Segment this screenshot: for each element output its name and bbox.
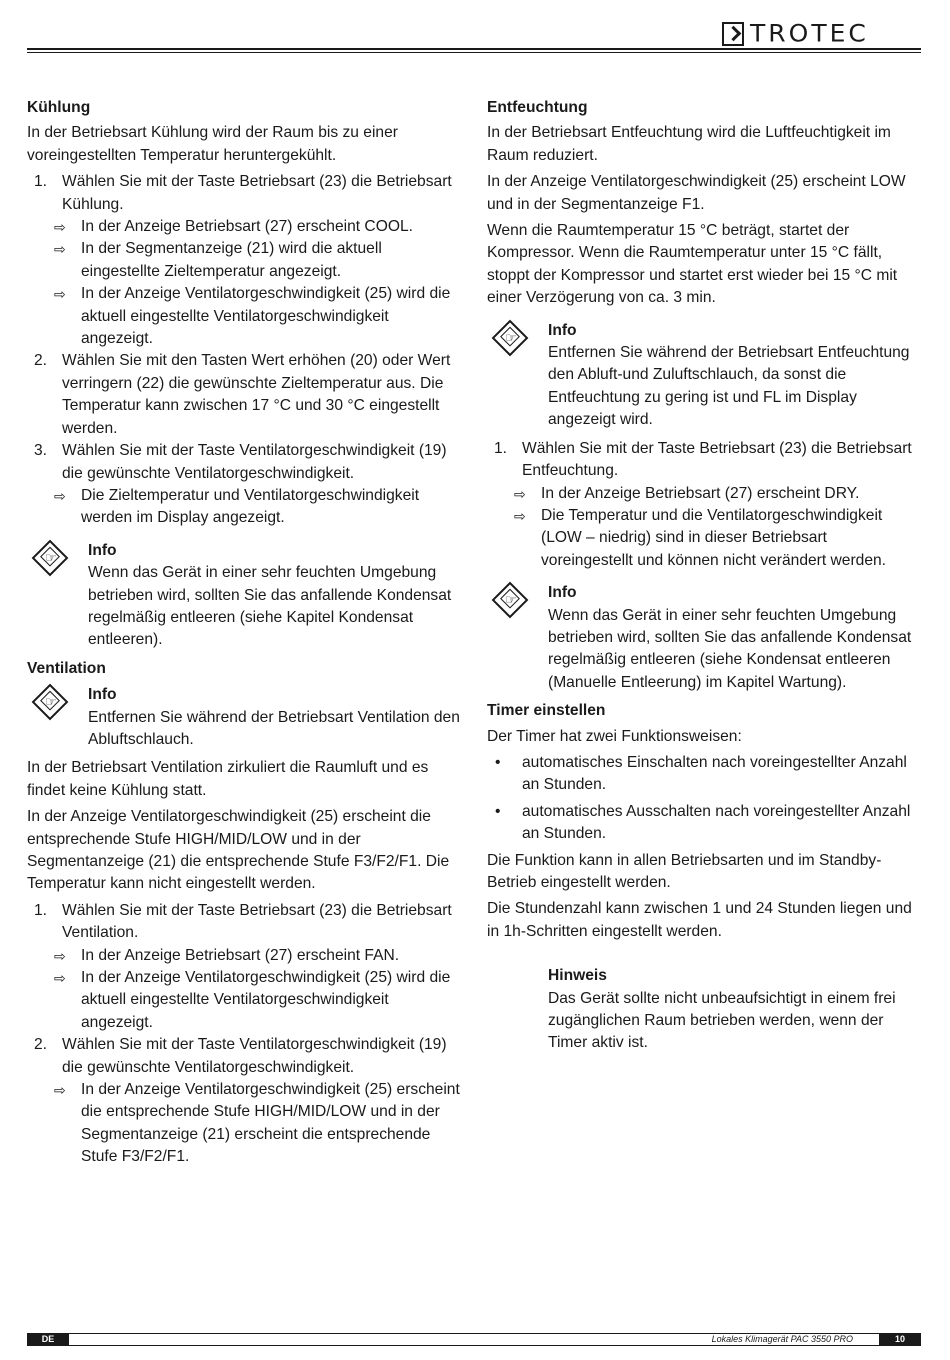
- step-number: 2.: [34, 352, 48, 370]
- result-text: In der Segmentanzeige (21) wird die aktuell eingestellte Zieltemperatur angezeigt.: [81, 240, 382, 280]
- step-number: 2.: [34, 1036, 48, 1054]
- result-text: In der Anzeige Ventilatorgeschwindigkeit (25) wird die aktuell eingestellte Ventilatorgeschwindigkeit angezeigt.: [81, 969, 451, 1031]
- step-text: Wählen Sie mit der Taste Betriebsart (23) die Betriebsart Kühlung.: [62, 173, 452, 213]
- info-box: [487, 582, 923, 694]
- info-hand-icon: ☞: [27, 684, 88, 724]
- section-title-ventilation: Ventilation: [27, 659, 106, 677]
- result-text: Die Zieltemperatur und Ventilatorgeschwindigkeit werden im Display angezeigt.: [81, 486, 420, 527]
- arrow-right-icon: ⇨: [54, 487, 66, 504]
- paragraph: Die Funktion kann in allen Betriebsarten und im Standby-Betrieb eingestellt werden.: [487, 851, 882, 891]
- logo-chevron-icon: [722, 22, 744, 46]
- arrow-right-icon: ⇨: [514, 507, 526, 524]
- bullet-item: [487, 801, 923, 846]
- result-item: [27, 283, 463, 350]
- brand-name: TROTEC: [750, 19, 869, 48]
- step-text: Wählen Sie mit der Taste Betriebsart (23) die Betriebsart Ventilation.: [62, 901, 452, 942]
- result-text: In der Anzeige Ventilatorgeschwindigkeit (25) erscheint die entsprechende Stufe HIGH/MID/LOW und in der Segmentanzeige (21) erscheint die entsprechende Stufe F3/F2/F1.: [81, 1081, 460, 1166]
- step-item: [27, 440, 463, 485]
- footer-page-number: 10: [879, 1333, 921, 1346]
- arrow-right-icon: ⇨: [54, 1082, 66, 1099]
- info-title: Info: [88, 541, 117, 559]
- left-column: [27, 97, 463, 1169]
- result-item: [487, 483, 923, 505]
- result-text: Die Temperatur und die Ventilatorgeschwindigkeit (LOW – niedrig) sind in dieser Betriebsart voreingestellt und können nicht verändert werden.: [541, 506, 887, 569]
- info-text: Wenn das Gerät in einer sehr feuchten Umgebung betrieben wird, sollten Sie das anfallende Kondensat regelmäßig entleeren (siehe Kondensat entleeren (Manuelle Entleerung) im Kapitel Wartung).: [548, 606, 912, 691]
- footer-language: DE: [27, 1333, 69, 1346]
- paragraph: Die Stundenzahl kann zwischen 1 und 24 Stunden liegen und in 1h-Schritten eingestellt werden.: [487, 900, 912, 940]
- bullet-dot: •: [495, 753, 501, 771]
- result-item: [27, 216, 463, 238]
- info-title: Info: [548, 321, 577, 339]
- bullet-item: [487, 752, 923, 797]
- header-rule-thin: [27, 52, 921, 53]
- brand-logo: [722, 20, 869, 48]
- info-box: [27, 684, 463, 751]
- step-number: 1.: [34, 173, 48, 191]
- hinweis-text: Das Gerät sollte nicht unbeaufsichtigt in einem frei zugänglichen Raum betrieben werden, wenn der Timer aktiv ist.: [548, 989, 896, 1052]
- result-text: In der Anzeige Betriebsart (27) erscheint DRY.: [541, 484, 860, 502]
- step-item: [27, 1034, 463, 1079]
- arrow-right-icon: ⇨: [514, 485, 526, 502]
- info-title: Info: [88, 686, 117, 704]
- result-item: [27, 945, 463, 967]
- step-text: Wählen Sie mit der Taste Ventilatorgeschwindigkeit (19) die gewünschte Ventilatorgeschwindigkeit.: [62, 1036, 447, 1076]
- info-hand-icon: ☞: [487, 582, 548, 622]
- paragraph: In der Anzeige Ventilatorgeschwindigkeit (25) erscheint die entsprechende Stufe HIGH/MID/LOW und in der Segmentanzeige (21) die entsprechende Stufe F3/F2/F1. Die Temperatur kann nicht eingestellt werden.: [27, 808, 450, 893]
- arrow-right-icon: ⇨: [54, 219, 66, 236]
- paragraph: In der Betriebsart Kühlung wird der Raum bis zu einer voreingestellten Temperatur heruntergekühlt.: [27, 124, 398, 164]
- info-title: Info: [548, 584, 577, 602]
- paragraph: In der Betriebsart Ventilation zirkuliert die Raumluft und es findet keine Kühlung statt.: [27, 759, 429, 799]
- info-text: Wenn das Gerät in einer sehr feuchten Umgebung betrieben wird, sollten Sie das anfallende Kondensat regelmäßig entleeren (siehe Kapitel Kondensat entleeren).: [88, 564, 452, 649]
- result-item: [27, 485, 463, 530]
- paragraph: Wenn die Raumtemperatur 15 °C beträgt, startet der Kompressor. Wenn die Raumtemperatur unter 15 °C fällt, stoppt der Kompressor und startet erst wieder bei 15 °C mit einer Verzögerung von ca. 3 min.: [487, 222, 898, 307]
- result-item: [27, 967, 463, 1034]
- page-footer: [27, 1333, 921, 1346]
- info-text: Entfernen Sie während der Betriebsart Ventilation den Abluftschlauch.: [88, 708, 460, 748]
- step-text: Wählen Sie mit der Taste Ventilatorgeschwindigkeit (19) die gewünschte Ventilatorgeschwindigkeit.: [62, 442, 447, 482]
- section-title-entfeuchtung: Entfeuchtung: [487, 99, 588, 116]
- paragraph: In der Anzeige Ventilatorgeschwindigkeit (25) erscheint LOW und in der Segmentanzeige F1.: [487, 173, 906, 213]
- step-item: [487, 438, 923, 483]
- step-item: [27, 350, 463, 440]
- arrow-right-icon: ⇨: [54, 970, 66, 987]
- step-number: 3.: [34, 442, 48, 460]
- right-column: [487, 97, 923, 1055]
- step-item: [27, 171, 463, 216]
- result-item: [27, 238, 463, 283]
- info-hand-icon: ☞: [487, 320, 548, 360]
- result-text: In der Anzeige Betriebsart (27) erscheint FAN.: [81, 946, 400, 964]
- arrow-right-icon: ⇨: [54, 947, 66, 964]
- bullet-text: automatisches Ausschalten nach voreingestellter Anzahl an Stunden.: [522, 802, 911, 843]
- section-title-timer: Timer einstellen: [487, 702, 606, 720]
- paragraph: Der Timer hat zwei Funktionsweisen:: [487, 727, 742, 745]
- arrow-right-icon: ⇨: [54, 286, 66, 303]
- step-text: Wählen Sie mit den Tasten Wert erhöhen (20) oder Wert verringern (22) die gewünschte Zieltemperatur aus. Die Temperatur kann zwischen 17 °C und 30 °C eingestellt werden.: [62, 352, 451, 437]
- info-hand-icon: ☞: [27, 540, 88, 580]
- footer-product: Lokales Klimagerät PAC 3550 PRO: [69, 1333, 879, 1346]
- header-rule: [27, 48, 921, 50]
- step-number: 1.: [494, 439, 508, 457]
- result-text: In der Anzeige Betriebsart (27) erscheint COOL.: [81, 218, 413, 236]
- result-item: [487, 505, 923, 572]
- info-box: [487, 320, 923, 432]
- paragraph: In der Betriebsart Entfeuchtung wird die Luftfeuchtigkeit im Raum reduziert.: [487, 124, 891, 164]
- section-title-kuehlung: Kühlung: [27, 99, 91, 116]
- result-text: In der Anzeige Ventilatorgeschwindigkeit (25) wird die aktuell eingestellte Ventilatorgeschwindigkeit angezeigt.: [81, 285, 451, 348]
- result-item: [27, 1079, 463, 1169]
- step-text: Wählen Sie mit der Taste Betriebsart (23) die Betriebsart Entfeuchtung.: [522, 439, 912, 480]
- arrow-right-icon: ⇨: [54, 241, 66, 258]
- info-box: [27, 540, 463, 652]
- step-number: 1.: [34, 901, 48, 919]
- info-text: Entfernen Sie während der Betriebsart Entfeuchtung den Abluft-und Zuluftschlauch, da sonst die Entfeuchtung zu gering ist und FL im Display angezeigt wird.: [548, 344, 910, 429]
- hinweis-title: Hinweis: [548, 967, 607, 985]
- bullet-text: automatisches Einschalten nach voreingestellter Anzahl an Stunden.: [522, 753, 907, 794]
- step-item: [27, 900, 463, 945]
- bullet-dot: •: [495, 802, 501, 820]
- hinweis-box: [548, 965, 923, 1055]
